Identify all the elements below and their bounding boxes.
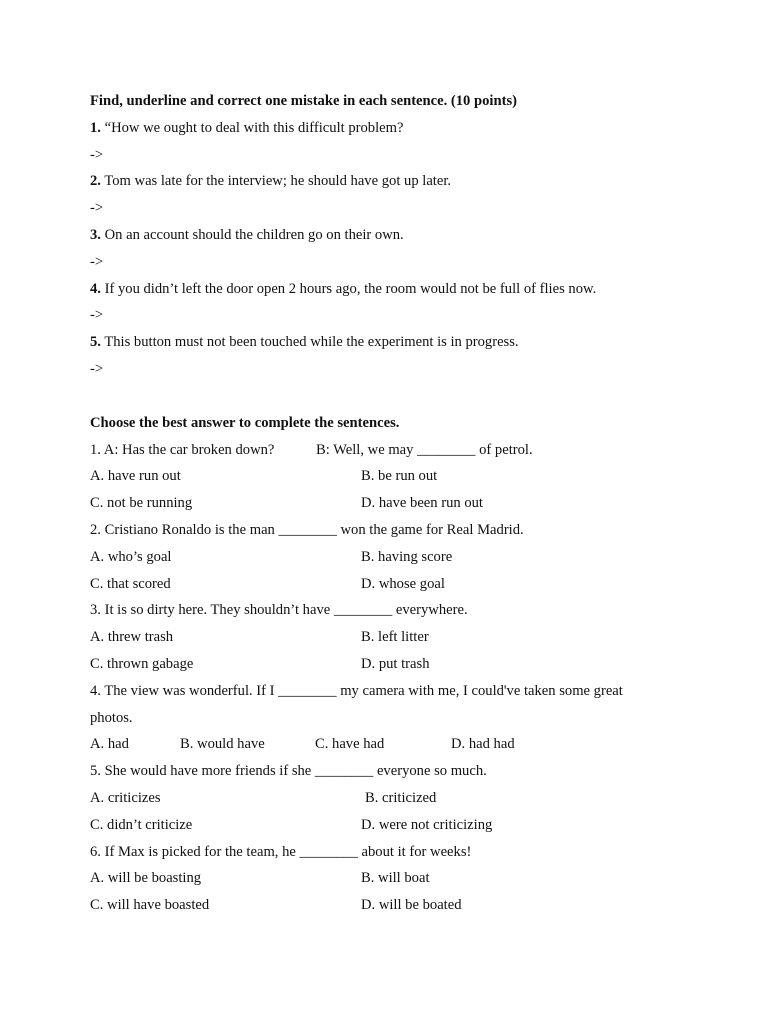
answer-arrow-5: -> [90, 360, 104, 377]
worksheet [90, 88, 730, 919]
section1-heading: Find, underline and correct one mistake in each sentence. (10 points) [90, 93, 517, 109]
question-1-part-a: 1. A: Has the car broken down? [90, 441, 275, 458]
option-b: B. having score [361, 548, 453, 565]
option-d: D. had had [451, 736, 515, 753]
option-a: A. who’s goal [90, 548, 172, 565]
option-c: C. not be running [90, 495, 193, 512]
option-c: C. that scored [90, 575, 171, 592]
item-sentence: This button must not been touched while the experiment is in progress. [100, 334, 519, 351]
option-d: D. will be boated [361, 897, 462, 914]
question-1-options-row-2 [90, 490, 730, 517]
option-d: D. whose goal [361, 575, 445, 592]
question-2-stem: 2. Cristiano Ronaldo is the man ________ won the game for Real Madrid. [90, 521, 524, 538]
section1-item-5 [90, 329, 730, 356]
item-sentence: “How we ought to deal with this difficult problem? [100, 119, 404, 136]
question-1-part-b: B: Well, we may ________ of petrol. [316, 441, 533, 458]
item-number: 2. [90, 173, 101, 190]
question-5-stem: 5. She would have more friends if she ________ everyone so much. [90, 763, 487, 780]
item-number: 5. [90, 334, 101, 351]
question-5-options-row-2 [90, 812, 730, 839]
section-spacer [90, 383, 730, 410]
question-5-options-row-1 [90, 785, 730, 812]
option-c: C. thrown gabage [90, 655, 194, 672]
question-2-options-row-1 [90, 544, 730, 571]
question-4-stem: 4. The view was wonderful. If I ________ my camera with me, I could've taken some great [90, 682, 623, 699]
option-a: A. criticizes [90, 789, 161, 806]
option-b: B. left litter [361, 629, 429, 646]
question-1-options-row-1 [90, 463, 730, 490]
option-a: A. have run out [90, 468, 181, 485]
option-a: A. threw trash [90, 629, 174, 646]
option-d: D. have been run out [361, 495, 483, 512]
question-1-stem [90, 437, 730, 464]
answer-arrow-2: -> [90, 200, 104, 217]
option-c: C. will have boasted [90, 897, 210, 914]
option-c: C. didn’t criticize [90, 816, 193, 833]
question-3-options-row-1 [90, 624, 730, 651]
question-3-options-row-2 [90, 651, 730, 678]
section2-heading: Choose the best answer to complete the sentences. [90, 414, 400, 431]
option-b: B. criticized [365, 789, 437, 806]
question-6-options-row-1 [90, 865, 730, 892]
question-6-stem: 6. If Max is picked for the team, he ________ about it for weeks! [90, 843, 472, 860]
option-b: B. be run out [361, 468, 438, 485]
section1-item-3 [90, 222, 730, 249]
option-a: A. will be boasting [90, 870, 202, 887]
item-sentence: On an account should the children go on their own. [100, 226, 404, 243]
answer-arrow-1: -> [90, 146, 104, 163]
option-c: C. have had [315, 736, 385, 753]
question-4-options-row [90, 731, 730, 758]
item-sentence: Tom was late for the interview; he should have got up later. [100, 173, 452, 190]
question-4-stem-continued: photos. [90, 709, 133, 726]
option-b: B. will boat [361, 870, 430, 887]
option-d: D. were not criticizing [361, 816, 493, 833]
item-number: 1. [90, 119, 101, 136]
answer-arrow-3: -> [90, 253, 104, 270]
item-number: 4. [90, 280, 101, 297]
section1-item-1 [90, 115, 730, 142]
question-3-stem: 3. It is so dirty here. They shouldn’t have ________ everywhere. [90, 602, 468, 619]
option-d: D. put trash [361, 655, 430, 672]
option-a: A. had [90, 736, 129, 753]
question-2-options-row-2 [90, 571, 730, 598]
section1-item-4 [90, 276, 730, 303]
section1-item-2 [90, 168, 730, 195]
item-number: 3. [90, 226, 101, 243]
option-b: B. would have [180, 736, 265, 753]
answer-arrow-4: -> [90, 307, 104, 324]
question-6-options-row-2 [90, 892, 730, 919]
item-sentence: If you didn’t left the door open 2 hours ago, the room would not be full of flies now. [100, 280, 597, 297]
